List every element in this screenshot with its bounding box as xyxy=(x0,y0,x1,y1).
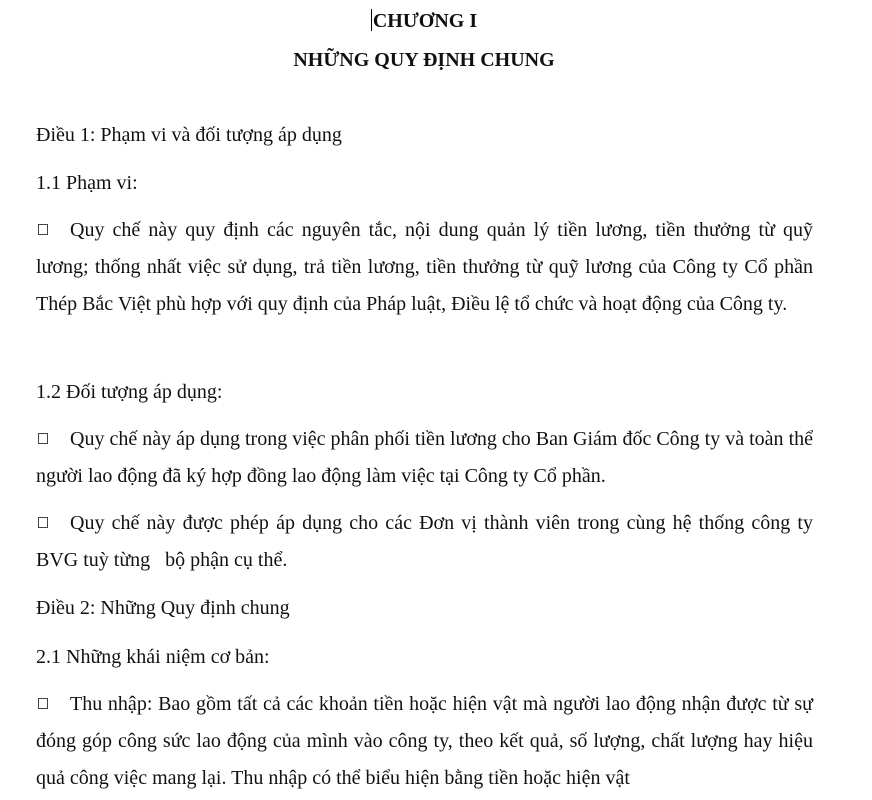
section-1-2-heading[interactable]: 1.2 Đối tượng áp dụng: xyxy=(36,381,223,403)
article-2-heading[interactable]: Điều 2: Những Quy định chung xyxy=(36,597,290,619)
bullet-box-icon xyxy=(38,517,48,528)
section-1-1-bullet-1[interactable] xyxy=(36,212,813,323)
section-1-2-bullet-1[interactable] xyxy=(36,421,813,495)
section-1-2-bullet-1-text: Quy chế này áp dụng trong việc phân phối tiền lương cho Ban Giám đốc Công ty và toàn thể người lao động đã ký hợp đồng lao động làm việc tại Công ty Cổ phần. xyxy=(36,428,813,487)
bullet-box-icon xyxy=(38,433,48,444)
chapter-title[interactable]: NHỮNG QUY ĐỊNH CHUNG xyxy=(293,49,555,71)
bullet-box-icon xyxy=(38,698,48,709)
section-1-1-heading[interactable]: 1.1 Phạm vi: xyxy=(36,172,138,194)
section-2-1-heading[interactable]: 2.1 Những khái niệm cơ bản: xyxy=(36,646,270,668)
section-1-2-bullet-2[interactable] xyxy=(36,505,818,579)
section-2-1-bullet-1-text: Thu nhập: Bao gồm tất cả các khoản tiền hoặc hiện vật mà người lao động nhận được từ sự đóng góp công sức lao động của mình vào công ty, theo kết quả, số lượng, chất lượng hay hiệu quả công việc mang lại. Thu nhập có thể biểu hiện bằng tiền hoặc hiện vật xyxy=(36,693,813,789)
section-2-1-bullet-1[interactable] xyxy=(36,686,813,797)
chapter-number xyxy=(0,9,848,33)
chapter-number-text[interactable]: CHƯƠNG I xyxy=(372,10,478,32)
section-1-1-bullet-1-text: Quy chế này quy định các nguyên tắc, nội dung quản lý tiền lương, tiền thưởng từ quỹ lương; thống nhất việc sử dụng, trả tiền lương, tiền thưởng từ quỹ lương của Công ty Cổ phần Thép Bắc Việt phù hợp với quy định của Pháp luật, Điều lệ tổ chức và hoạt động của Công ty. xyxy=(36,219,813,315)
text-cursor xyxy=(371,9,372,31)
section-1-2-bullet-2-text: Quy chế này được phép áp dụng cho các Đơn vị thành viên trong cùng hệ thống công ty BVG tuỳ từng bộ phận cụ thể. xyxy=(36,512,818,571)
bullet-box-icon xyxy=(38,224,48,235)
article-1-heading[interactable]: Điều 1: Phạm vi và đối tượng áp dụng xyxy=(36,124,342,146)
